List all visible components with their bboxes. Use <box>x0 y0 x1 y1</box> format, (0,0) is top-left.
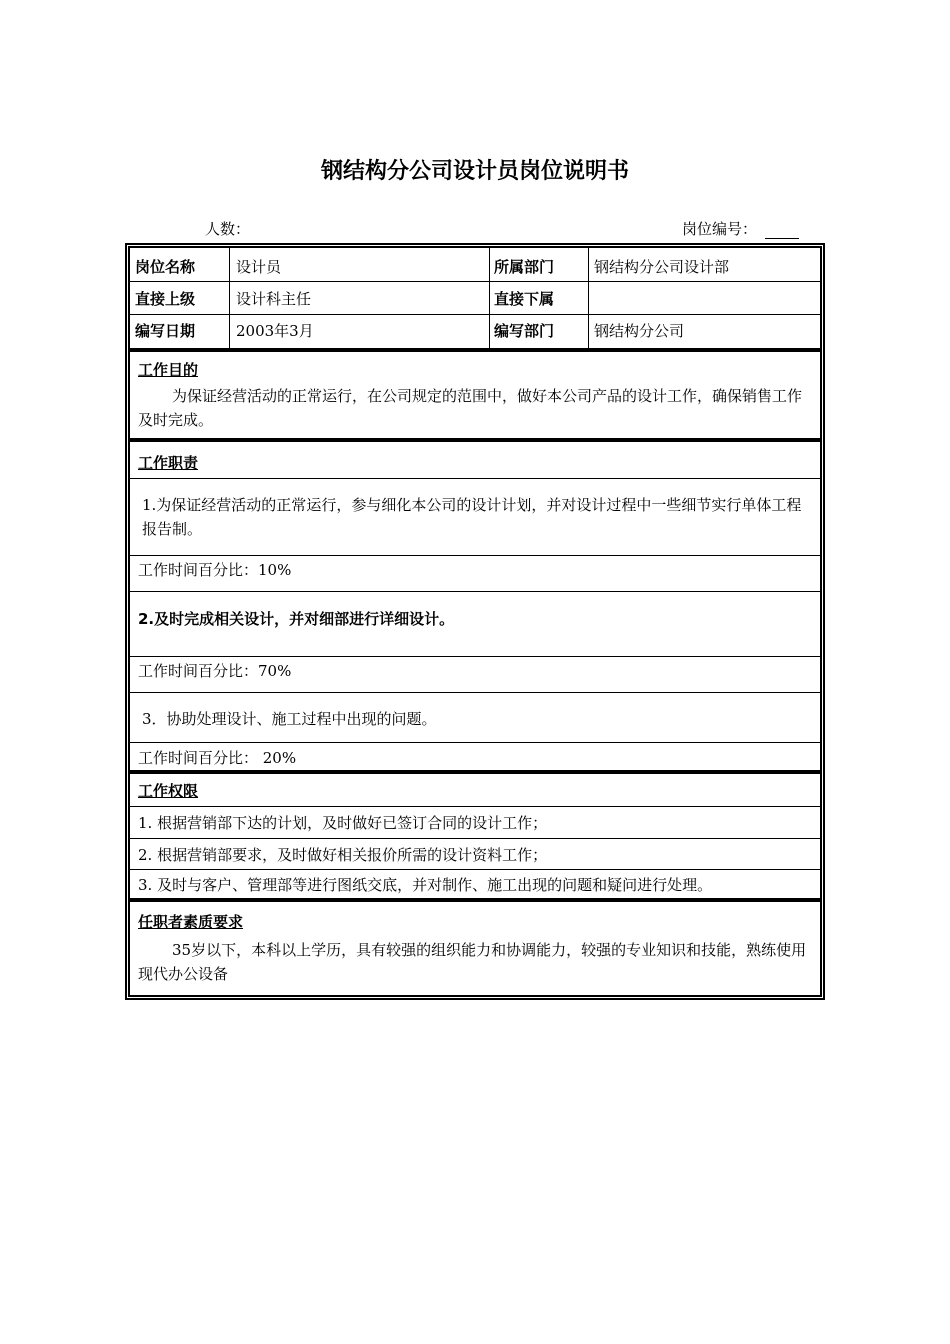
duties-divider <box>130 591 820 592</box>
duties-divider <box>130 555 820 556</box>
info-col-divider <box>229 248 230 348</box>
duty-time-3: 工作时间百分比： 20% <box>138 749 297 767</box>
qualifications-heading: 任职者素质要求 <box>138 913 244 931</box>
duty-item-1: 1.为保证经营活动的正常运行，参与细化本公司的设计计划，并对设计过程中一些细节实行单体工程报告制。 <box>142 496 802 538</box>
info-row-divider <box>130 314 820 315</box>
qualifications-text: 35岁以下，本科以上学历，具有较强的组织能力和协调能力，较强的专业知识和技能，熟练使用现代办公设备 <box>138 941 807 983</box>
authority-divider <box>130 838 820 839</box>
duties-divider <box>130 656 820 657</box>
authority-divider <box>130 869 820 870</box>
position-number-label: 岗位编号： <box>682 220 758 238</box>
headcount-label: 人数： <box>205 220 251 238</box>
label-direct-subordinate: 直接下属 <box>494 290 555 308</box>
label-position-name: 岗位名称 <box>135 258 196 276</box>
value-write-date: 2003年3月 <box>236 322 314 340</box>
duties-heading: 工作职责 <box>138 454 199 472</box>
authority-item-2: 2. 根据营销部要求，及时做好相关报价所需的设计资料工作； <box>138 846 548 864</box>
duty-item-2: 2.及时完成相关设计，并对细部进行详细设计。 <box>138 610 455 628</box>
document-title: 钢结构分公司设计员岗位说明书 <box>320 159 629 184</box>
position-number-blank <box>765 224 799 239</box>
label-department: 所属部门 <box>494 258 555 276</box>
authority-divider <box>130 806 820 807</box>
duties-divider <box>130 692 820 693</box>
value-department: 钢结构分公司设计部 <box>594 258 730 276</box>
info-row-divider <box>130 281 820 282</box>
info-col-divider <box>489 248 490 348</box>
value-position-name: 设计员 <box>236 258 282 276</box>
purpose-text: 为保证经营活动的正常运行，在公司规定的范围中，做好本公司产品的设计工作，确保销售工作及时完成。 <box>138 387 803 429</box>
duty-item-3: 3．协助处理设计、施工过程中出现的问题。 <box>142 710 437 728</box>
duty-time-1: 工作时间百分比：10% <box>138 561 292 579</box>
value-direct-superior: 设计科主任 <box>236 290 312 308</box>
label-write-date: 编写日期 <box>135 322 196 340</box>
label-direct-superior: 直接上级 <box>135 290 196 308</box>
purpose-heading: 工作目的 <box>138 361 199 379</box>
duty-time-2: 工作时间百分比：70% <box>138 662 292 680</box>
value-write-department: 钢结构分公司 <box>594 322 685 340</box>
duties-divider <box>130 742 820 743</box>
label-write-department: 编写部门 <box>494 322 555 340</box>
position-number-field <box>682 218 799 239</box>
authority-item-3: 3. 及时与客户、管理部等进行图纸交底，并对制作、施工出现的问题和疑问进行处理。 <box>138 876 713 894</box>
duties-divider <box>130 478 820 479</box>
authority-item-1: 1. 根据营销部下达的计划，及时做好已签订合同的设计工作； <box>138 814 548 832</box>
authority-heading: 工作权限 <box>138 782 199 800</box>
info-col-divider <box>588 248 589 348</box>
